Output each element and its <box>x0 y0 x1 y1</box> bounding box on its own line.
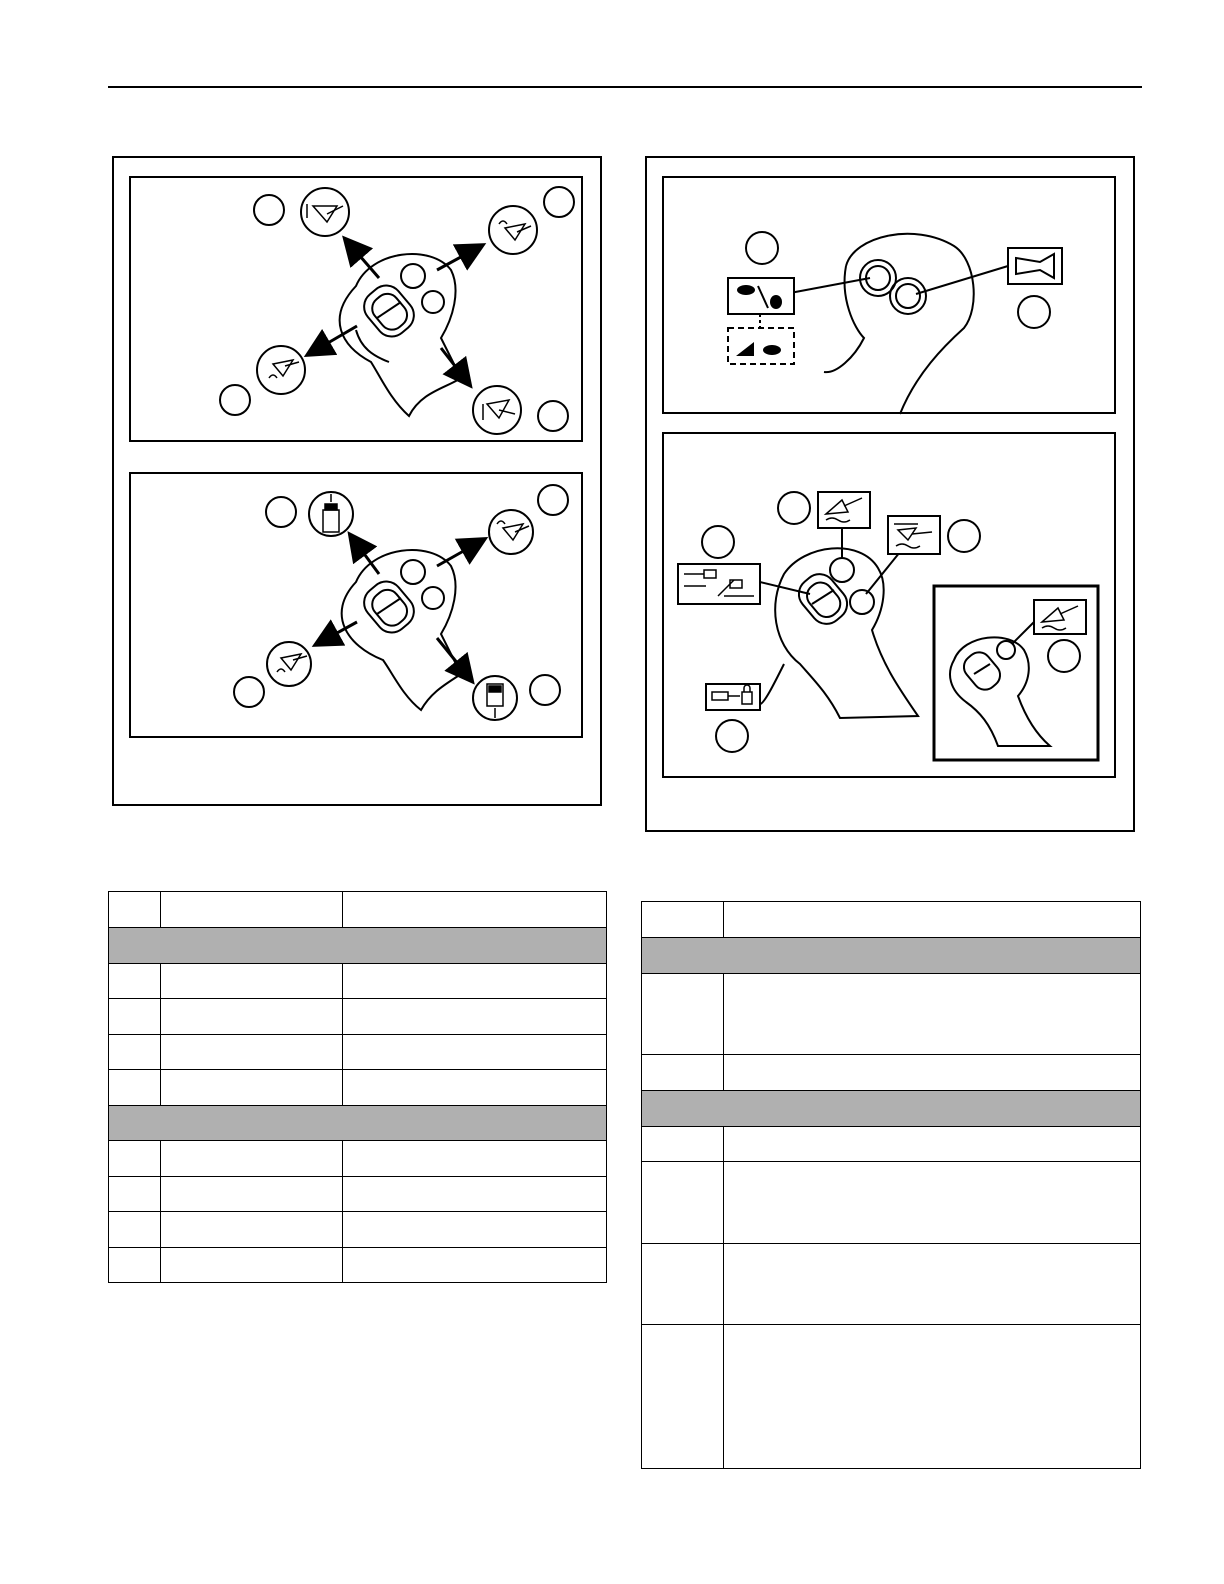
turtle-rabbit-icon <box>728 278 794 314</box>
table-row <box>642 974 1141 1055</box>
callout-1 <box>778 492 810 524</box>
joystick-handle <box>342 550 461 710</box>
callout-1 <box>266 497 296 527</box>
callout-4 <box>716 720 748 752</box>
table-row <box>109 1177 607 1212</box>
joystick-handle <box>760 528 918 718</box>
callout-2 <box>948 520 980 552</box>
callout-2 <box>538 485 568 515</box>
table-header-row <box>642 902 1141 938</box>
bucket-dump-icon <box>267 642 311 686</box>
table-section-row <box>109 928 607 964</box>
callout-3 <box>234 677 264 707</box>
bucket-dump-icon <box>257 346 305 394</box>
boom-raise-icon <box>473 386 521 434</box>
bucket-curl-icon <box>489 510 533 554</box>
callout-6 <box>1048 640 1080 672</box>
table-row <box>109 1248 607 1283</box>
right-lower-panel <box>662 432 1116 778</box>
table-section-row <box>642 1091 1141 1127</box>
table-row <box>109 964 607 999</box>
header-rule <box>108 86 1142 88</box>
joystick-handle <box>340 254 461 416</box>
left-lower-panel <box>129 472 583 738</box>
table-row <box>109 1035 607 1070</box>
callout-4 <box>530 675 560 705</box>
callout-3 <box>702 526 734 558</box>
left-upper-panel <box>129 176 583 442</box>
table-row <box>109 999 607 1035</box>
table-row <box>642 1325 1141 1469</box>
callout-3 <box>220 385 250 415</box>
table-row <box>109 1141 607 1177</box>
callout-2 <box>1018 296 1050 328</box>
callout-1 <box>746 232 778 264</box>
right-upper-panel <box>662 176 1116 414</box>
auxiliary-hydraulics-icon <box>678 564 760 604</box>
boom-lower-icon <box>301 188 349 236</box>
table-section-row <box>642 938 1141 974</box>
table-row <box>109 1212 607 1248</box>
table-row <box>642 1162 1141 1244</box>
table-row <box>642 1244 1141 1325</box>
table-row <box>109 1070 607 1106</box>
callout-1 <box>254 195 284 225</box>
left-table <box>108 891 607 1283</box>
bucket-curl-icon <box>489 206 537 254</box>
callout-2 <box>544 187 574 217</box>
right-table <box>641 901 1141 1469</box>
turtle-icon <box>728 328 794 364</box>
float-icon-inset <box>1034 600 1086 634</box>
joystick-handle <box>774 234 1008 414</box>
table-header-row <box>109 892 607 928</box>
direction-arrows <box>309 240 481 384</box>
table-section-row <box>109 1106 607 1141</box>
callout-4 <box>538 401 568 431</box>
table-row <box>642 1127 1141 1162</box>
table-row <box>642 1055 1141 1091</box>
